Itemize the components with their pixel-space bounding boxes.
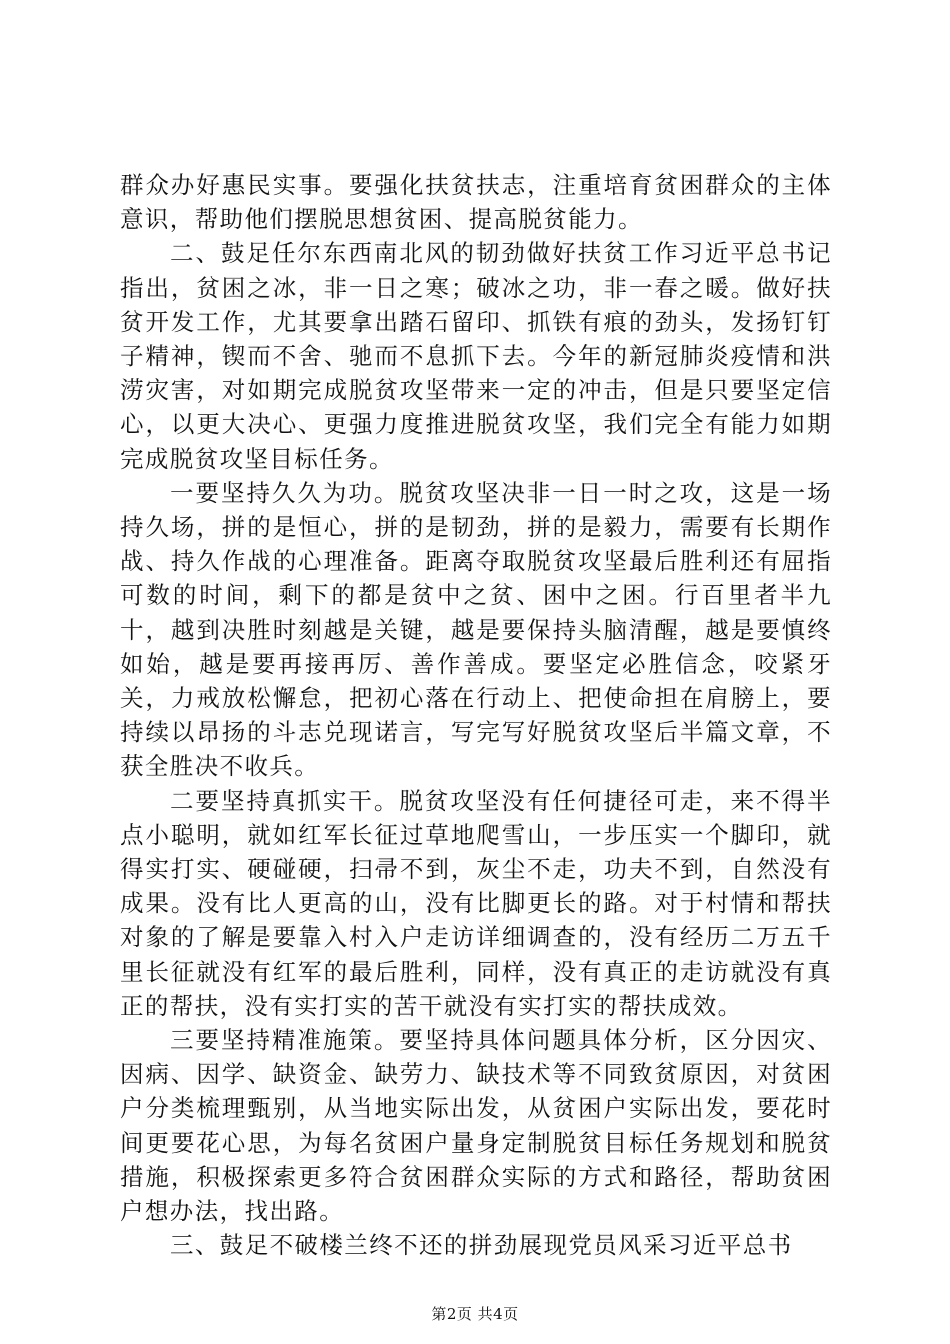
paragraph-section-three: 三、鼓足不破楼兰终不还的拼劲展现党员风采习近平总书 <box>170 1231 793 1260</box>
paragraph-point-one: 一要坚持久久为功。脱贫攻坚决非一日一时之攻，这是一场持久场，拼的是恒心，拼的是韧劲，拼的是毅力，需要有长期作战、持久作战的心理准备。距离夺取脱贫攻坚最后胜利还有屈指可数的时间，剩下的都是贫中之贫、困中之困。行百里者半九十，越到决胜时刻越是关键，越是要保持头脑清醒，越是要慎终如始，越是要再接再厉、善作善成。要坚定必胜信念，咬紧牙关，力戒放松懈怠，把初心落在行动上、把使命担在肩膀上，要持续以昂扬的斗志兑现诺言，写完写好脱贫攻坚后半篇文章，不获全胜决不收兵。 <box>120 478 832 781</box>
paragraph-continuation: 群众办好惠民实事。要强化扶贫扶志，注重培育贫困群众的主体意识，帮助他们摆脱思想贫困、提高脱贫能力。 <box>120 171 832 234</box>
document-body <box>120 168 832 1263</box>
paragraph-point-three: 三要坚持精准施策。要坚持具体问题具体分析，区分因灾、因病、因学、缺资金、缺劳力、缺技术等不同致贫原因，对贫困户分类梳理甄别，从当地实际出发，从贫困户实际出发，要花时间更要花心思，为每名贫困户量身定制脱贫目标任务规划和脱贫措施，积极探索更多符合贫困群众实际的方式和路径，帮助贫困户想办法，找出路。 <box>120 1026 832 1226</box>
paragraph-point-two: 二要坚持真抓实干。脱贫攻坚没有任何捷径可走，来不得半点小聪明，就如红军长征过草地爬雪山，一步压实一个脚印，就得实打实、硬碰硬，扫帚不到，灰尘不走，功夫不到，自然没有成果。没有比人更高的山，没有比脚更长的路。对于村情和帮扶对象的了解是要靠入村入户走访详细调查的，没有经历二万五千里长征就没有红军的最后胜利，同样，没有真正的走访就没有真正的帮扶，没有实打实的苦干就没有实打实的帮扶成效。 <box>120 786 832 1020</box>
page-number-footer: 第2页 共4页 <box>431 1305 519 1323</box>
paragraph-section-two: 二、鼓足任尔东西南北风的韧劲做好扶贫工作习近平总书记指出，贫困之冰，非一日之寒；破冰之功，非一春之暖。做好扶贫开发工作，尤其要拿出踏石留印、抓铁有痕的劲头，发扬钉钉子精神，锲而不舍、驰而不息抓下去。今年的新冠肺炎疫情和洪涝灾害，对如期完成脱贫攻坚带来一定的冲击，但是只要坚定信心，以更大决心、更强力度推进脱贫攻坚，我们完全有能力如期完成脱贫攻坚目标任务。 <box>120 239 832 473</box>
